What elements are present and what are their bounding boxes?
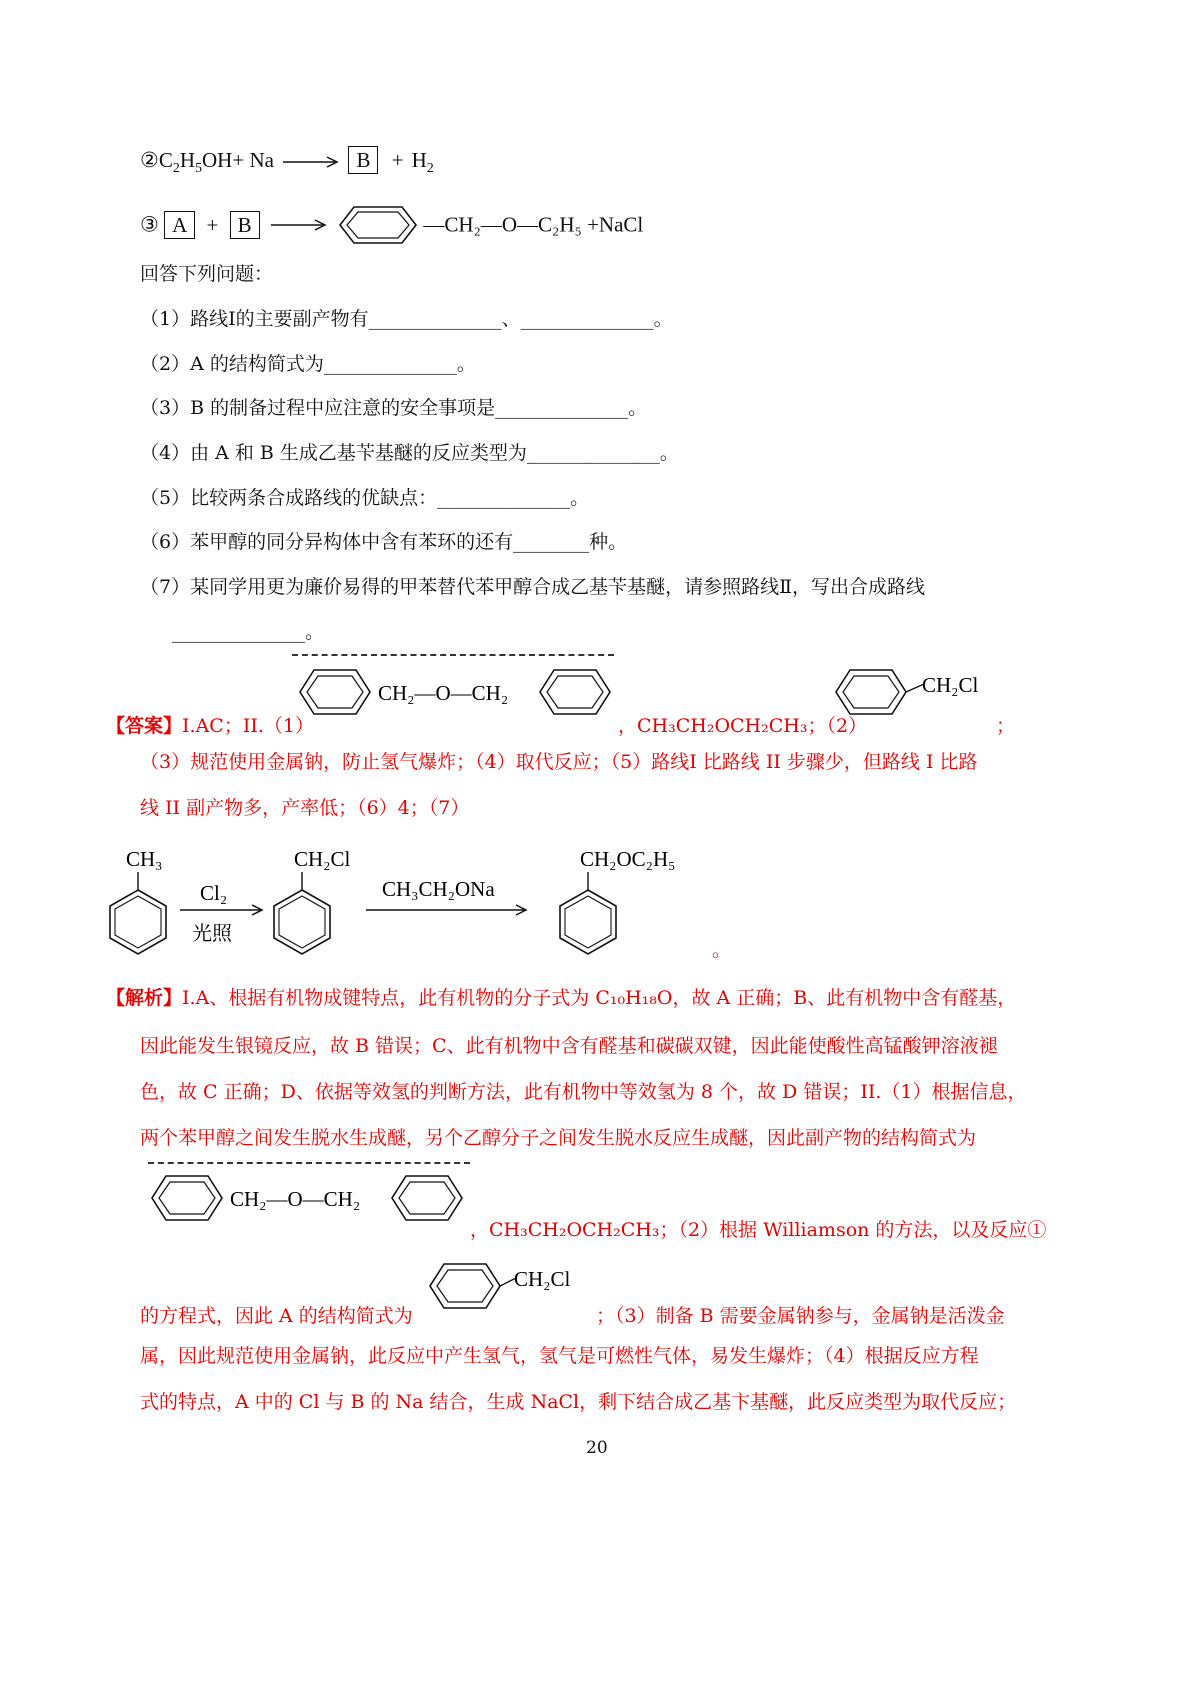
dibenzyl-ether-structure [296,662,616,722]
synthesis-route [100,838,740,958]
analysis-line-8: 式的特点，A 中的 Cl 与 B 的 Na 结合，生成 NaCl，剩下结合成乙基卞基醚，此反应类型为取代反应； [140,1391,1017,1413]
answer-after-struct: ，CH₃CH₂OCH₂CH₃；（2） [618,715,868,737]
benzyl-chloride-svg [832,662,1002,722]
analysis-line-6b: ；（3）制备 B 需要金属钠参与，金属钠是活泼金 [596,1305,1005,1327]
product-formula: —CH₂—O—C₂H₅ +NaCl [423,212,644,237]
chloromethyl-label: CH₂Cl [922,673,979,697]
answer-line-1 [106,714,314,738]
ether-structure-svg [296,662,616,722]
analysis-line-7: 属，因此规范使用金属钠，此反应中产生氢气，氢气是可燃性气体，易发生爆炸；（4）根据反应方程 [140,1345,979,1367]
question-5: （5）比较两条合成路线的优缺点：______________。 [140,487,590,509]
synthesis-end: 。 [712,939,732,961]
answer-semicolon: ； [996,715,1016,737]
page-number: 20 [586,1438,608,1458]
ether-structure-svg [148,1168,468,1228]
analysis-text-1: I.A、根据有机物成键特点，此有机物的分子式为 C₁₀H₁₈O，故 A 正确；B、此有机物中含有醛基， [182,987,1017,1009]
box-a: A [164,211,195,239]
box-b: B [230,211,260,239]
question-7: （7）某同学用更为廉价易得的甲苯替代苯甲醇合成乙基苄基醚，请参照路线Ⅱ，写出合成路线 [140,576,926,598]
analysis-line-3: 色，故 C 正确；D、依据等效氢的判断方法，此有机物中等效氢为 8 个，故 D 错误；II.（1）根据信息， [140,1081,1027,1103]
equation-number: ② [140,148,159,172]
equation-2: $②C_2H_5OH+ Na$ $B + H_2$ [140,148,434,177]
question-6: （6）苯甲醇的同分异构体中含有苯环的还有________种。 [140,531,628,553]
answer-part1: I.AC；II.（1） [182,715,314,737]
formula-c: C [158,148,173,172]
answer-line-2: （3）规范使用金属钠，防止氢气爆炸；（4）取代反应；（5）路线I 比路线 II 步骤少，但路线 I 比路 [140,751,978,773]
arrow-icon [271,218,327,232]
question-3: （3）B 的制备过程中应注意的安全事项是______________。 [140,397,648,419]
analysis-line-1 [106,986,1016,1010]
methyl-label: CH₃ [126,847,163,871]
answer-line-3: 线 II 副产物多，产率低；（6）4；（7） [140,797,470,819]
question-1: （1）路线Ⅰ的主要副产物有______________、______________。 [140,308,673,330]
equation-3 [140,203,643,243]
formula-h2: H [411,148,427,172]
arrow-icon [283,155,339,169]
formula-h: H [179,148,196,172]
chloromethyl-label: CH₂Cl [294,847,351,871]
question-2: （2）A 的结构简式为______________。 [140,353,476,375]
reagent-sodium-ethoxide: CH₃CH₂ONa [382,877,495,901]
chloromethyl-label: CH₂Cl [514,1267,571,1291]
plus-sign: + [391,148,404,172]
reagent-light: 光照 [192,923,232,945]
analysis-line-6a: 的方程式，因此 A 的结构简式为 [140,1305,413,1327]
benzyl-chloride-svg [426,1256,596,1316]
reagent-cl2: Cl₂ [200,881,228,905]
benzyl-chloride-structure [426,1256,596,1316]
analysis-label: 【解析】 [106,987,183,1009]
plus-sign: + [206,212,219,237]
synthesis-svg [100,838,740,958]
ethoxymethyl-label: CH₂OC₂H₅ [580,847,676,871]
benzyl-chloride-structure [832,662,1002,722]
prompt-text: 回答下列问题： [140,263,274,285]
ether-linker: CH₂—O—CH₂ [230,1187,361,1211]
question-4: （4）由 A 和 B 生成乙基苄基醚的反应类型为______________。 [140,442,679,464]
formula-oh: OH [202,148,233,172]
ether-linker: CH₂—O—CH₂ [378,681,509,705]
analysis-line-5: ，CH₃CH₂OCH₂CH₃；（2）根据 Williamson 的方法，以及反应① [470,1219,1047,1241]
benzene-ring-icon [338,203,418,247]
analysis-line-2: 因此能发生银镜反应，故 B 错误；C、此有机物中含有醛基和碳碳双键，因此能使酸性高锰酸钾溶液褪 [140,1035,998,1057]
divider [148,1162,470,1164]
analysis-line-4: 两个苯甲醇之间发生脱水生成醚，另个乙醇分子之间发生脱水反应生成醚，因此副产物的结构简式为 [140,1127,977,1149]
box-b: B [348,146,378,174]
divider [292,654,614,656]
answer-label: 【答案】 [106,715,183,737]
dibenzyl-ether-structure [148,1168,468,1228]
equation-number: ③ [140,212,159,237]
formula-plus-na: + Na [232,148,274,172]
question-7-blank: ______________。 [172,621,325,643]
